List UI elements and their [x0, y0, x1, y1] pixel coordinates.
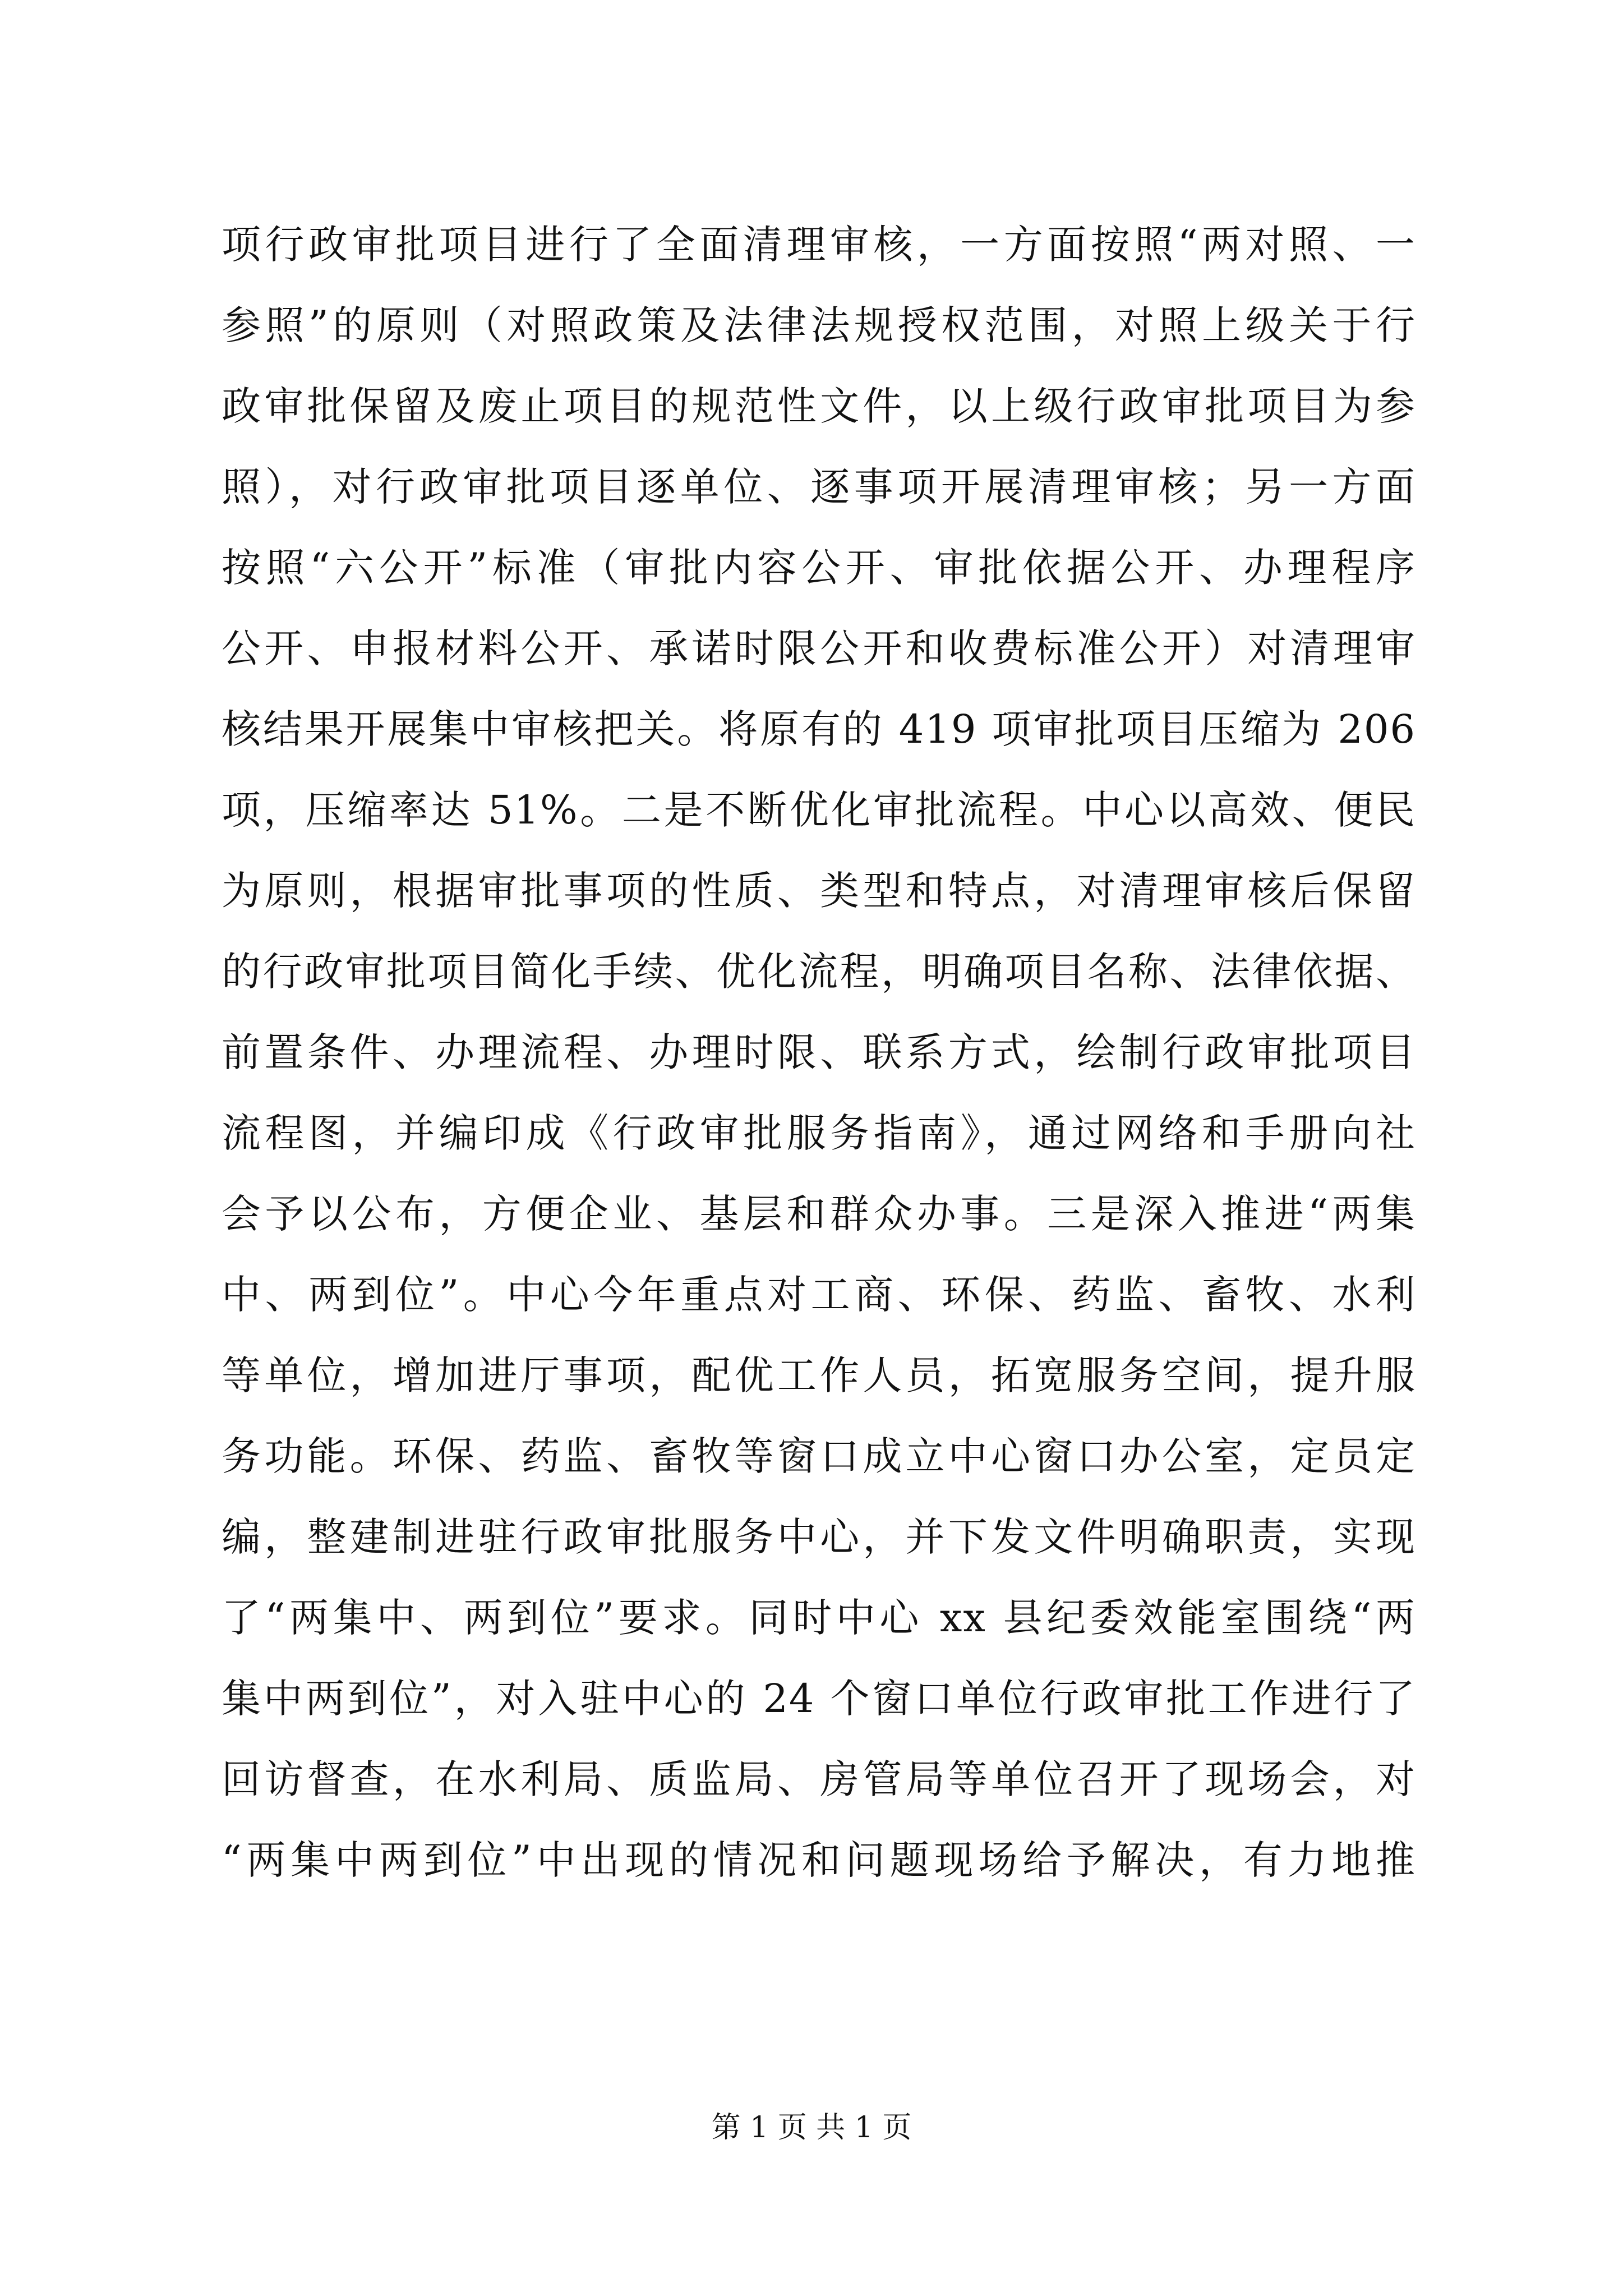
text-line: 的行政审批项目简化手续、优化流程，明确项目名称、法律依据、 [222, 949, 1416, 995]
body-paragraph [222, 204, 1416, 1901]
text-line: 参照”的原则（对照政策及法律法规授权范围，对照上级关于行 [222, 302, 1416, 348]
text-line: 了“两集中、两到位”要求。同时中心 xx 县纪委效能室围绕“两 [222, 1595, 1416, 1641]
text-line: 核结果开展集中审核把关。将原有的 419 项审批项目压缩为 206 [222, 706, 1416, 752]
text-line: 回访督查，在水利局、质监局、房管局等单位召开了现场会，对 [222, 1756, 1416, 1802]
text-line: 流程图，并编印成《行政审批服务指南》，通过网络和手册向社 [222, 1110, 1416, 1156]
text-line: 政审批保留及废止项目的规范性文件，以上级行政审批项目为参 [222, 383, 1416, 429]
page-number-label: 第 1 页 共 1 页 [711, 2111, 912, 2145]
text-line: 按照“六公开”标准（审批内容公开、审批依据公开、办理程序 [222, 545, 1416, 591]
text-line: 务功能。环保、药监、畜牧等窗口成立中心窗口办公室，定员定 [222, 1433, 1416, 1479]
text-line: 公开、申报材料公开、承诺时限公开和收费标准公开）对清理审 [222, 625, 1416, 671]
page-footer [0, 2108, 1623, 2147]
text-line: 集中两到位”，对入驻中心的 24 个窗口单位行政审批工作进行了 [222, 1676, 1416, 1722]
text-line: 为原则，根据审批事项的性质、类型和特点，对清理审核后保留 [222, 868, 1416, 914]
text-line: 等单位，增加进厅事项，配优工作人员，拓宽服务空间，提升服 [222, 1352, 1416, 1398]
text-line: “两集中两到位”中出现的情况和问题现场给予解决，有力地推 [222, 1837, 1416, 1883]
text-line: 编，整建制进驻行政审批服务中心，并下发文件明确职责，实现 [222, 1514, 1416, 1560]
text-line: 前置条件、办理流程、办理时限、联系方式，绘制行政审批项目 [222, 1029, 1416, 1075]
text-line: 项，压缩率达 51%。二是不断优化审批流程。中心以高效、便民 [222, 787, 1416, 833]
text-line: 照），对行政审批项目逐单位、逐事项开展清理审核；另一方面 [222, 464, 1416, 510]
text-line: 会予以公布，方便企业、基层和群众办事。三是深入推进“两集 [222, 1191, 1416, 1237]
text-line: 项行政审批项目进行了全面清理审核，一方面按照“两对照、一 [222, 222, 1416, 268]
text-line: 中、两到位”。中心今年重点对工商、环保、药监、畜牧、水利 [222, 1272, 1416, 1318]
